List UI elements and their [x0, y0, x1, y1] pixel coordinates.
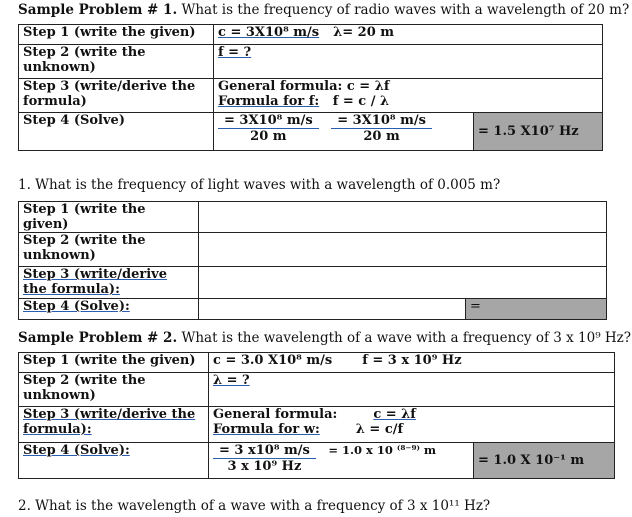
- given-wavelength: λ= 20 m: [333, 25, 395, 40]
- sample-problem-1-table: [18, 24, 603, 151]
- table-row: [19, 45, 603, 79]
- table-row: [19, 443, 615, 479]
- formula-for-label: Formula for w:: [213, 422, 320, 437]
- table-row: [19, 353, 615, 373]
- table-row: [19, 202, 607, 233]
- step4-label-text: Step 4 (Solve):: [23, 299, 130, 314]
- step1-label: Step 1 (write the given): [19, 202, 199, 233]
- step4-label: [19, 443, 209, 479]
- fraction-1-denominator: 20 m: [250, 129, 287, 144]
- step4-label: Step 4 (Solve): [19, 113, 214, 151]
- given-cell: [209, 353, 615, 373]
- sample-problem-2-title: Sample Problem # 2. What is the wavelength of a wave with a frequency of 3 x 10⁹ Hz?: [18, 330, 632, 346]
- fraction: [213, 443, 316, 474]
- step4-label: [19, 299, 199, 320]
- step3-label: [19, 267, 199, 299]
- unknown-cell: [209, 373, 615, 407]
- step3-label-text: Step 3 (write/derive the formula):: [23, 407, 196, 437]
- step2-label: Step 2 (write the unknown): [19, 373, 209, 407]
- question-1-table: [18, 201, 607, 320]
- solve-intermediate: = 1.0 x 10 ⁽⁸⁻⁹⁾ m: [328, 443, 437, 457]
- fraction-1: [218, 113, 319, 144]
- solve-cell: [209, 443, 474, 479]
- fraction-2-numerator: = 3X10⁸ m/s: [331, 113, 432, 129]
- step4-label-text: Step 4 (Solve):: [23, 443, 130, 458]
- answer-cell: = 1.5 X10⁷ Hz: [474, 113, 603, 151]
- step2-label: Step 2 (write the unknown): [19, 45, 214, 79]
- general-formula-label: General formula:: [213, 407, 338, 422]
- step1-label: Step 1 (write the given): [19, 25, 214, 45]
- fraction-2-denominator: 20 m: [363, 129, 400, 144]
- sample-problem-2-table: [18, 352, 615, 479]
- given-speed: c = 3X10⁸ m/s: [218, 25, 320, 40]
- formula-for-value: f = c / λ: [332, 94, 390, 109]
- answer-input-step4[interactable]: [199, 299, 466, 320]
- formula-cell: [209, 407, 615, 443]
- table-row: [19, 233, 607, 267]
- fraction-1-numerator: = 3X10⁸ m/s: [218, 113, 319, 129]
- table-row: [19, 267, 607, 299]
- step2-label: Step 2 (write the unknown): [19, 233, 199, 267]
- given-cell: [214, 25, 603, 45]
- formula-for-value: λ = c/f: [355, 422, 404, 437]
- table-row: [19, 373, 615, 407]
- table-row: [19, 299, 607, 320]
- given-frequency: f = 3 x 10⁹ Hz: [362, 353, 462, 368]
- formula-for-label: Formula for f:: [218, 94, 320, 109]
- fraction-numerator: = 3 x10⁸ m/s: [213, 443, 316, 459]
- unknown-value: f = ?: [218, 45, 252, 60]
- solve-cell: [214, 113, 474, 151]
- given-speed: c = 3.0 X10⁸ m/s: [213, 353, 333, 368]
- fraction-denominator: 3 x 10⁹ Hz: [227, 459, 302, 474]
- unknown-cell: [214, 45, 603, 79]
- answer-input-step3[interactable]: [199, 267, 607, 299]
- table-row: [19, 407, 615, 443]
- step1-label: Step 1 (write the given): [19, 353, 209, 373]
- answer-input-step2[interactable]: [199, 233, 607, 267]
- table-row: [19, 25, 603, 45]
- table-row: [19, 79, 603, 113]
- table-row: [19, 113, 603, 151]
- fraction-2: [331, 113, 432, 144]
- answer-cell: = 1.0 X 10⁻¹ m: [474, 443, 615, 479]
- general-formula-value: c = λf: [373, 407, 416, 422]
- question-1-title: 1. What is the frequency of light waves with a wavelength of 0.005 m?: [18, 177, 501, 193]
- answer-input-step1[interactable]: [199, 202, 607, 233]
- answer-cell[interactable]: =: [466, 299, 607, 320]
- general-formula: General formula: c = λf: [218, 79, 390, 94]
- formula-cell: [214, 79, 603, 113]
- question-2-title: 2. What is the wavelength of a wave with a frequency of 3 x 10¹¹ Hz?: [18, 498, 491, 514]
- step3-label-text: Step 3 (write/derive the formula):: [23, 267, 167, 297]
- step3-label: [19, 407, 209, 443]
- sample-problem-1-title: Sample Problem # 1. What is the frequency of radio waves with a wavelength of 20 m?: [18, 2, 630, 18]
- step3-label: Step 3 (write/derive the formula): [19, 79, 214, 113]
- unknown-value: λ = ?: [213, 373, 250, 388]
